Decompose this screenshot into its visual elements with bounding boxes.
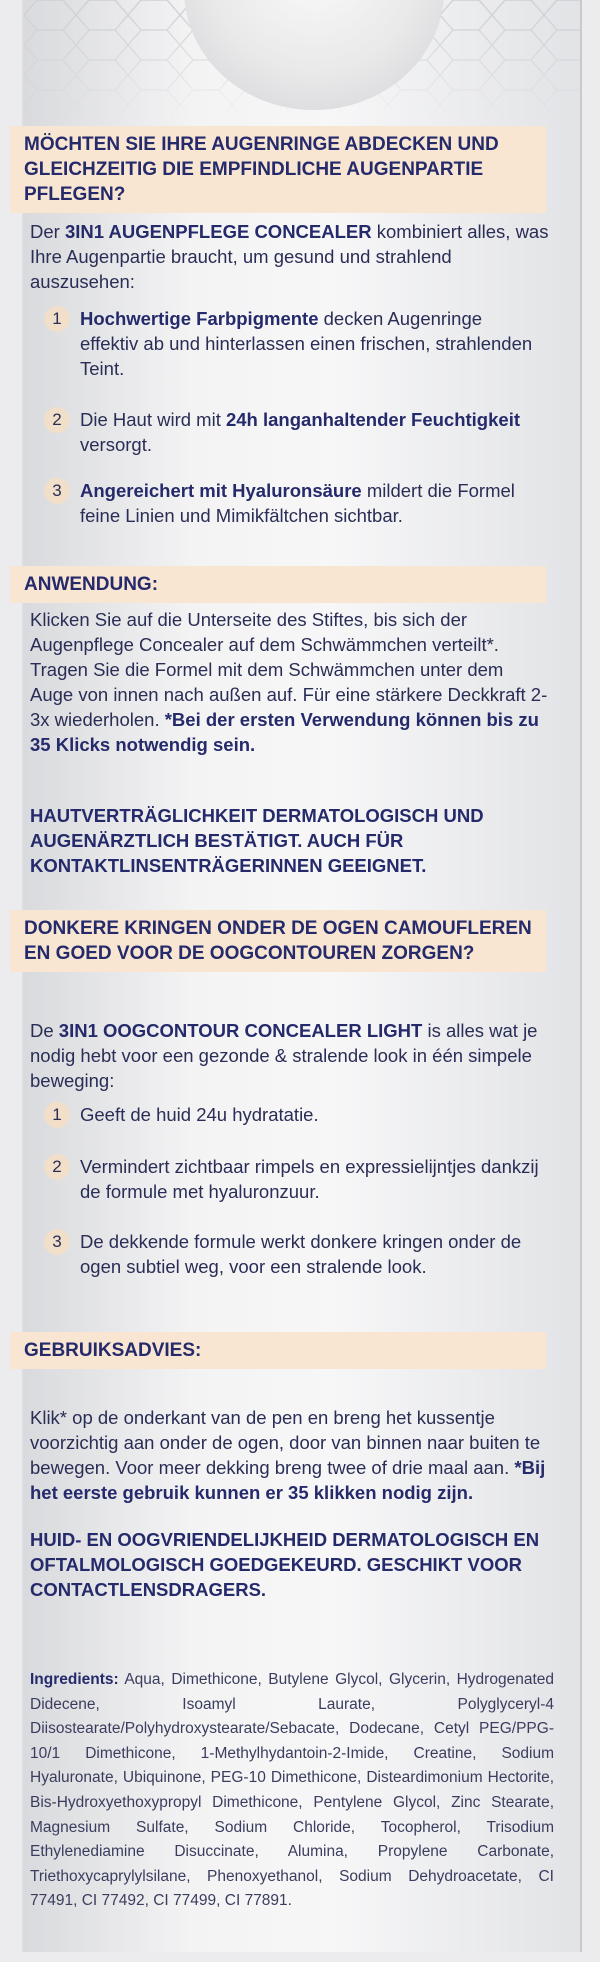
de-product-name: 3IN1 AUGENPFLEGE CONCEALER [64, 221, 372, 242]
ingredients-text: Aqua, Dimethicone, Butylene Glycol, Glycerin, Hydrogenated Didecene, Isoamyl Laurate, Polyglyceryl-4 Diisostearate/Polyhydroxystearate/Sebacate, Dodecane, Cetyl PEG/PPG-10/1 Dimethicone, 1-Methylhydantoin-2-Imide, Creatine, Sodium Hyaluronate, Ubiquinone, PEG-10 Dimethicone, Disteardimonium Hectorite, Bis-Hydroxyethoxypropyl Dimethicone, Pentylene Glycol, Zinc Stearate, Magnesium Sulfate, Sodium Chloride, Tocopherol, Trisodium Ethylenediamine Disuccinate, Alumina, Propylene Carbonate, Triethoxycaprylylsilane, Phenoxyethanol, Sodium Dehydroacetate, CI 77491, CI 77492, CI 77499, CI 77891. [30, 1671, 554, 1910]
number-badge: 2 [44, 407, 70, 433]
de-heading: MÖCHTEN SIE IHRE AUGENRINGE ABDECKEN UND GLEICHZEITIG DIE EMPFINDLICHE AUGENPARTIE PFLEGEN? [10, 126, 546, 213]
nl-usage-text: Klik* op de onderkant van de pen en breng het kussentje voorzichtig aan onder de ogen, door van binnen naar buiten te bewegen. Voor meer dekking breng twee of drie maal aan. *Bij het eerste gebruik kunnen er 35 klikken nodig zijn. [30, 1407, 546, 1503]
number-badge: 1 [44, 1102, 70, 1128]
nl-heading: DONKERE KRINGEN ONDER DE OGEN CAMOUFLEREN EN GOED VOOR DE OOGCONTOUREN ZORGEN? [10, 910, 546, 972]
nl-claim: HUID- EN OOGVRIENDELIJKHEID DERMATOLOGISCH EN OFTALMOLOGISCH GOEDGEKEURD. GESCHIKT VOOR CONTACTLENSDRAGERS. [30, 1529, 540, 1600]
nl-intro: De 3IN1 OOGCONTOUR CONCEALER LIGHT is alles wat je nodig hebt voor een gezonde & stralende look in één simpele beweging: [30, 1020, 538, 1091]
number-badge: 3 [44, 478, 70, 504]
number-badge: 3 [44, 1229, 70, 1255]
de-intro: Der 3IN1 AUGENPFLEGE CONCEALER kombiniert alles, was Ihre Augenpartie braucht, um gesund und strahlend auszusehen: [30, 221, 549, 292]
number-badge: 2 [44, 1154, 70, 1180]
de-usage-heading: ANWENDUNG: [10, 566, 546, 603]
nl-product-name: 3IN1 OOGCONTOUR CONCEALER LIGHT [58, 1020, 423, 1041]
nl-usage-heading: GEBRUIKSADVIES: [10, 1332, 546, 1369]
number-badge: 1 [44, 306, 70, 332]
de-claim: HAUTVERTRÄGLICHKEIT DERMATOLOGISCH UND AUGENÄRZTLICH BESTÄTIGT. AUCH FÜR KONTAKTLINSENTRÄGERINNEN GEEIGNET. [30, 805, 484, 876]
ingredients-label: Ingredients: [30, 1671, 119, 1688]
de-usage-text: Klicken Sie auf die Unterseite des Stiftes, bis sich der Augenpflege Concealer auf dem Schwämmchen verteilt*. Tragen Sie die Formel mit dem Schwämmchen unter dem Auge von innen nach außen auf. Für eine stärkere Deckkraft 2-3x wiederholen. *Bei der ersten Verwendung können bis zu 35 Klicks notwendig sein. [30, 609, 548, 755]
ingredients-list [30, 1668, 554, 1914]
